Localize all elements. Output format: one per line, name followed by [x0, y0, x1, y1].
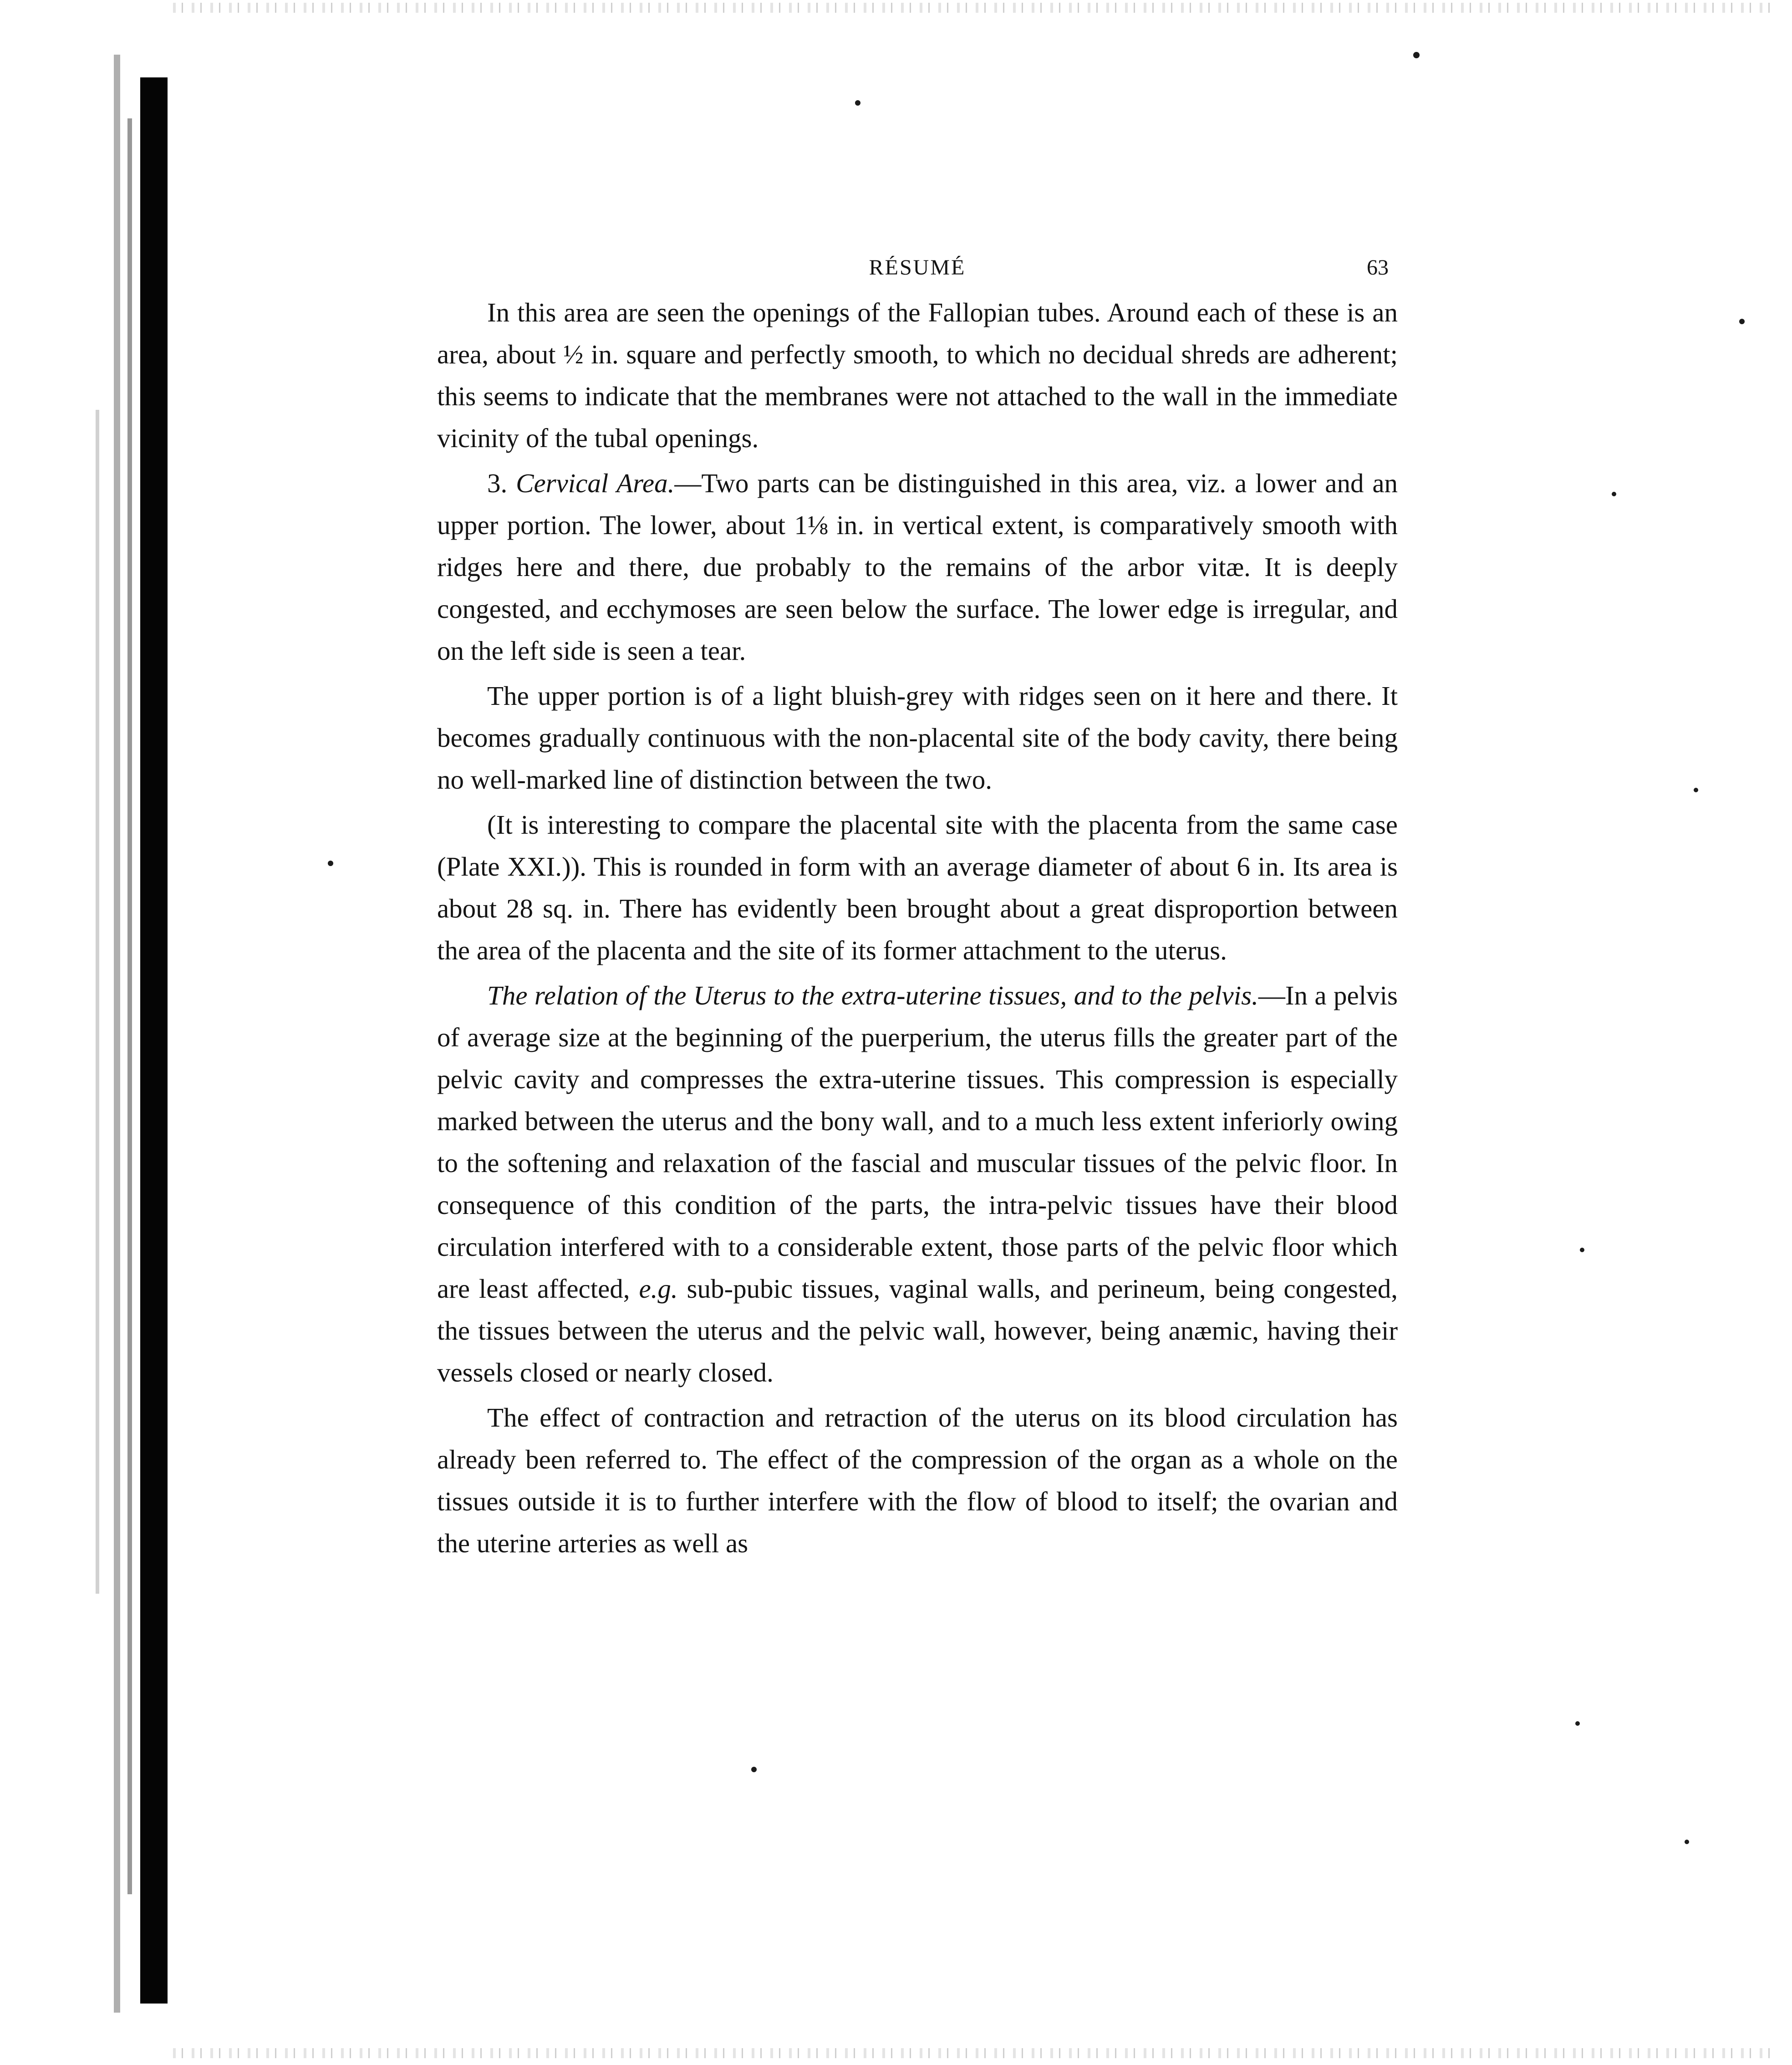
- paragraph-text: (It is interesting to compare the placental site with the placenta from the same case (Plate XXI.)). This is rounded in form with an average diameter of about 6 in. Its area is about 28 sq. in. There has evidently been brought about a great disproportion between the area of the placenta and the site of its former attachment to the uterus.: [437, 810, 1398, 965]
- paragraph-tubal-openings: [437, 291, 1398, 459]
- section-heading: The relation of the Uterus to the extra-uterine tissues, and to the pelvis.: [487, 980, 1258, 1010]
- page-number: 63: [1367, 255, 1389, 280]
- paragraph-text: —In a pelvis of average size at the beginning of the puerperium, the uterus fills the greater part of the pelvic cavity and compresses the extra-uterine tissues. This compression is especially marked between the uterus and the bony wall, and to a much less extent inferiorly owing to the softening and relaxation of the fascial and muscular tissues of the pelvic floor. In consequence of this condition of the parts, the intra-pelvic tissues have their blood circulation interfered with to a considerable extent, those parts of the pelvic floor which are least affected,: [437, 980, 1398, 1304]
- scan-speck: [1612, 492, 1616, 496]
- paragraph-text: In this area are seen the openings of the Fallopian tubes. Around each of these is an area, about ½ in. square and perfectly smooth, to which no decidual shreds are adherent; this seems to indicate that the membranes were not attached to the wall in the immediate vicinity of the tubal openings.: [437, 297, 1398, 453]
- inline-emphasis: e.g.: [639, 1274, 678, 1304]
- scan-speck: [751, 1767, 757, 1772]
- paragraph-uterus-relation: [437, 974, 1398, 1393]
- scan-speck: [1739, 319, 1745, 324]
- paragraph-text: The upper portion is of a light bluish-grey with ridges seen on it here and there. It becomes gradually continuous with the non-placental site of the body cavity, there being no well-marked line of distinction between the two.: [437, 681, 1398, 795]
- scan-speck: [1685, 1840, 1689, 1844]
- book-page: [437, 237, 1398, 1567]
- paragraph-cervical-area: [437, 462, 1398, 672]
- scan-top-edge: [173, 3, 1776, 13]
- scan-speck: [1694, 788, 1698, 792]
- scan-binding-edge: [0, 0, 182, 2065]
- binding-streak: [96, 410, 99, 1594]
- paragraph-text: The effect of contraction and retraction of the uterus on its blood circulation has already been referred to. The effect of the compression of the organ as a whole on the tissues outside it is to further interfere with the flow of blood to itself; the ovarian and the uterine arteries as well as: [437, 1402, 1398, 1558]
- scan-speck: [1580, 1248, 1584, 1252]
- paragraph-text: sub-pubic tissues, vaginal walls, and perineum, being congested, the tissues between the uterus and the pelvic wall, however, being anæmic, having their vessels closed or nearly closed.: [437, 1274, 1398, 1387]
- binding-streak: [127, 118, 132, 1894]
- section-number: 3.: [487, 468, 516, 498]
- paragraph-compression-effect: [437, 1397, 1398, 1564]
- paragraph-placenta-comparison: [437, 804, 1398, 971]
- running-title: RÉSUMÉ: [869, 255, 966, 280]
- scan-speck: [1413, 52, 1420, 58]
- scan-bottom-edge: [173, 2048, 1776, 2058]
- scan-speck: [328, 861, 333, 866]
- paragraph-upper-portion: [437, 675, 1398, 801]
- running-head: [437, 237, 1398, 291]
- body-text: [437, 291, 1398, 1564]
- paragraph-text: —Two parts can be distinguished in this area, viz. a lower and an upper portion. The lower, about 1⅛ in. in vertical extent, is comparatively smooth with ridges here and there, due probably to the remains of the arbor vitæ. It is deeply congested, and ecchymoses are seen below the surface. The lower edge is irregular, and on the left side is seen a tear.: [437, 468, 1398, 666]
- binding-shadow: [140, 77, 168, 2004]
- scan-speck: [1575, 1721, 1580, 1726]
- scan-speck: [855, 100, 860, 106]
- binding-streak: [114, 55, 120, 2013]
- section-heading: Cervical Area.: [516, 468, 675, 498]
